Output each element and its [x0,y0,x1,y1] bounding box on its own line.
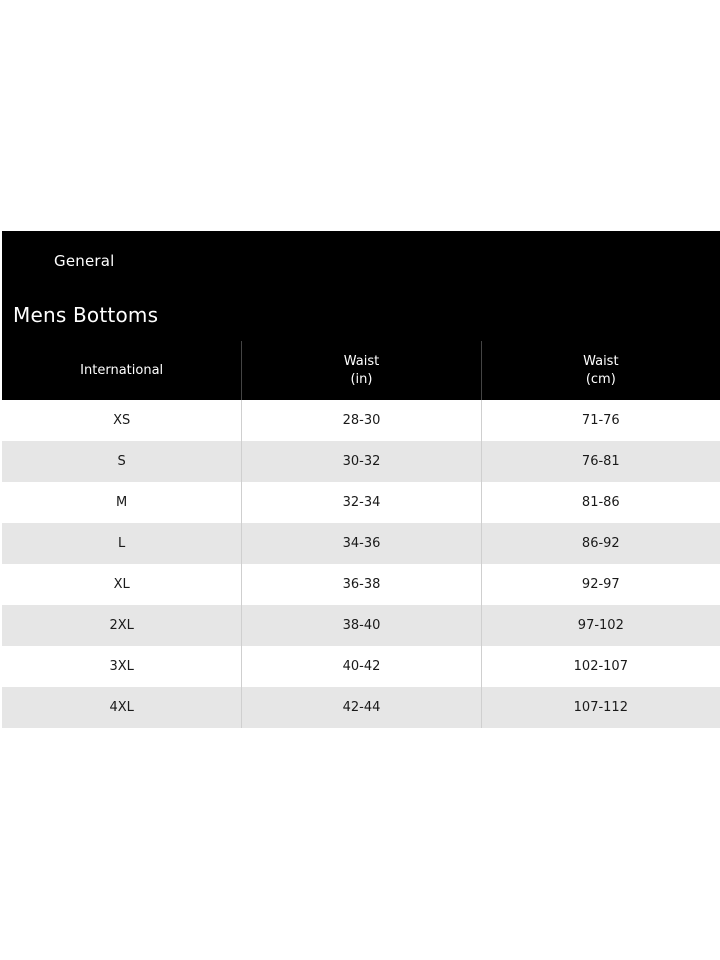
table-row [2,646,720,687]
cell-waist-cm: 97-102 [481,605,720,646]
column-header-line1: Waist [343,353,380,369]
table-row [2,400,720,441]
column-header-line2: (in) [350,371,373,387]
column-header-international [2,341,241,400]
table-row [2,523,720,564]
cell-size: 2XL [109,618,134,633]
page-title: Mens Bottoms [13,303,159,327]
cell-waist-cm: 107-112 [481,687,720,728]
cell-waist-in: 38-40 [241,605,480,646]
column-header-line1: International [80,362,164,378]
cell-waist-in: 36-38 [241,564,480,605]
cell-waist-cm: 102-107 [481,646,720,687]
cell-size: XL [113,577,130,592]
table-row [2,482,720,523]
cell-size: S [117,454,126,469]
cell-waist-in: 42-44 [241,687,480,728]
cell-waist-cm: 92-97 [481,564,720,605]
column-header-waist-in [241,341,480,400]
cell-waist-in: 40-42 [241,646,480,687]
column-header-waist-cm [481,341,720,400]
column-header-line2: (cm) [585,371,616,387]
cell-size: 3XL [109,659,134,674]
cell-waist-cm: 71-76 [481,400,720,441]
cell-waist-in: 30-32 [241,441,480,482]
cell-waist-cm: 76-81 [481,441,720,482]
table-body [2,400,720,728]
table-row [2,441,720,482]
cell-waist-cm: 86-92 [481,523,720,564]
cell-waist-in: 32-34 [241,482,480,523]
cell-size: XS [113,413,131,428]
cell-size: 4XL [109,700,134,715]
cell-waist-in: 28-30 [241,400,480,441]
cell-size: L [118,536,126,551]
tab-general[interactable]: General [54,252,115,270]
table-row [2,605,720,646]
size-chart-header [2,231,720,400]
size-chart [2,231,720,728]
column-header-line1: Waist [583,353,619,369]
cell-waist-in: 34-36 [241,523,480,564]
cell-waist-cm: 81-86 [481,482,720,523]
table-row [2,687,720,728]
table-header [2,341,720,400]
table-row [2,564,720,605]
cell-size: M [116,495,128,510]
